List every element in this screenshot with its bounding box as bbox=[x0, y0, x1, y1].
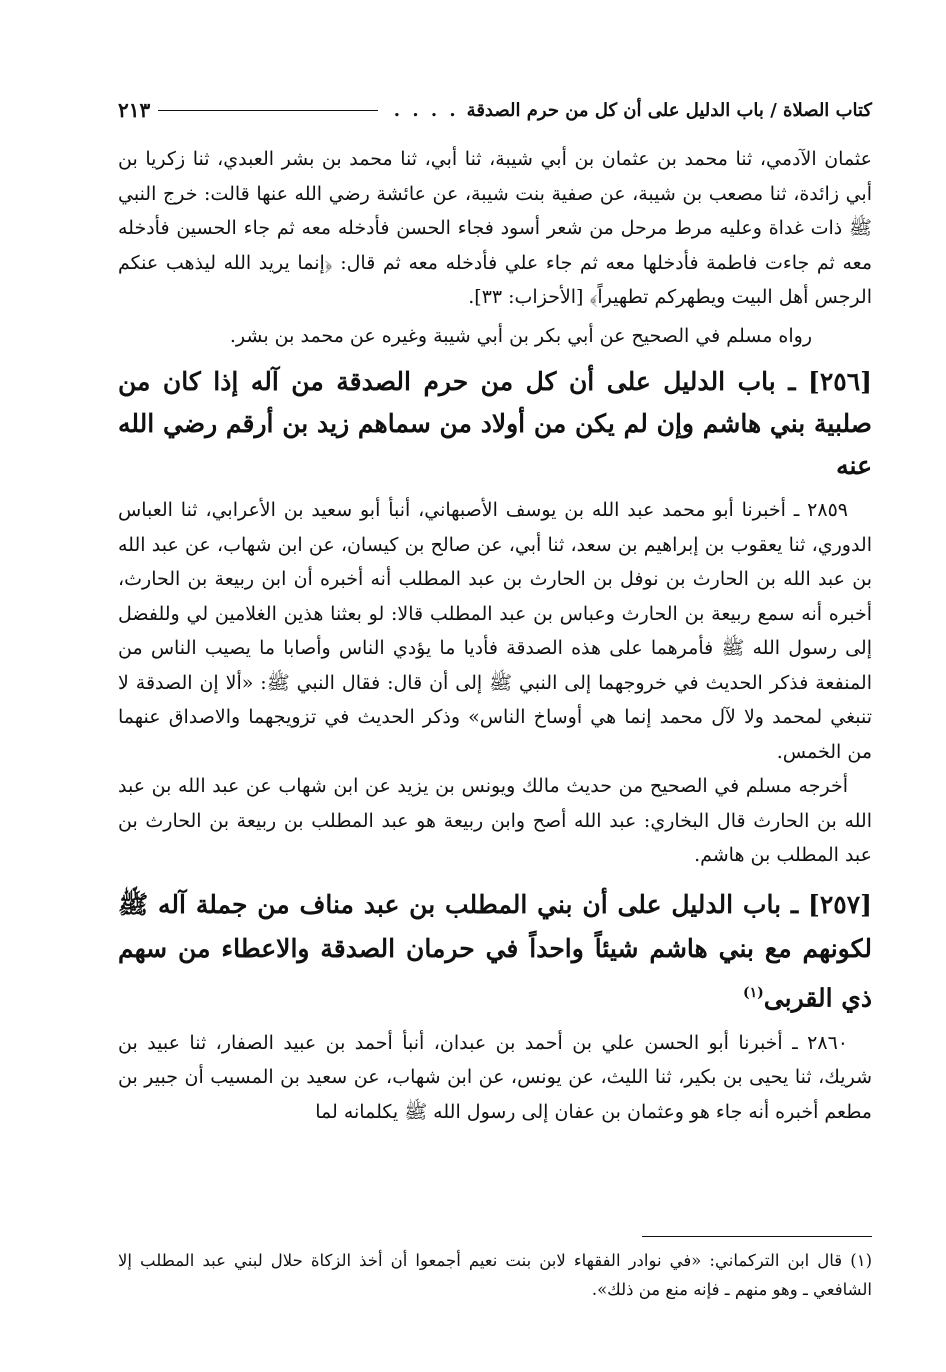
footnote-separator bbox=[642, 1236, 872, 1237]
hadith-2859: ٢٨٥٩ ـ أخبرنا أبو محمد عبد الله بن يوسف الأصبهاني، أنبأ أبو سعيد بن الأعرابي، ثنا العباس الدوري، ثنا يعقوب بن إبراهيم بن سعد، ثنا أبي، عن صالح بن كيسان، عن ابن شهاب، عن عبد الله بن عبد الله بن الحارث بن نوفل بن الحارث بن عبد المطلب أنه أخبره أن ابن ربيعة بن الحارث، أخبره أنه سمع ربيعة بن الحارث وعباس بن عبد المطلب قالا: لو بعثنا هذين الغلامين لي وللفضل إلى رسول الله ﷺ فأمرهما على هذه الصدقة فأديا ما يؤدي الناس وأصابا ما يصيب الناس من المنفعة فذكر الحديث في خروجهما إلى النبي ﷺ إلى أن قال: فقال النبي ﷺ: «ألا إن الصدقة لا تنبغي لمحمد ولا لآل محمد إنما هي أوساخ الناس» وذكر الحديث في تزويجهما والاصداق عنهما من الخمس. bbox=[118, 499, 872, 763]
takhrij-note-2859: أخرجه مسلم في الصحيح من حديث مالك ويونس بن يزيد عن ابن شهاب عن عبد الله بن عبد الله بن الحارث قال البخاري: عبد الله أصح وابن ربيعة هو عبد المطلب بن ربيعة بن الحارث بن عبد المطلب بن هاشم. bbox=[118, 775, 872, 866]
header-title: كتاب الصلاة / باب الدليل على أن كل من حرم الصدقة bbox=[466, 99, 872, 121]
takhrij-note-muslim: رواه مسلم في الصحيح عن أبي بكر بن أبي شيبة وغيره عن محمد بن بشر. bbox=[229, 324, 812, 347]
hadith-continuation-paragraph: عثمان الآدمي، ثنا محمد بن عثمان بن أبي شيبة، ثنا أبي، ثنا محمد بن بشر العبدي، ثنا زكريا بن أبي زائدة، ثنا مصعب بن شيبة، عن صفية بنت شيبة، عن عائشة رضي الله عنها قالت: خرج النبي ﷺ ذات غداة وعليه مرط مرحل من شعر أسود فجاء الحسن فأدخله معه ثم جاء الحسين فأدخله معه ثم جاءت فاطمة فأدخلها معه ثم جاء علي فأدخله معه ثم قال: ﴿إنما يريد الله ليذهب عنكم الرجس أهل البيت ويطهركم تطهيراً﴾ [الأحزاب: ٣٣]. bbox=[118, 148, 872, 308]
footnote-1: (١) قال ابن التركماني: «في نوادر الفقهاء لابن بنت نعيم أجمعوا أن أخذ الزكاة حلال لبني عبد المطلب إلا الشافعي ـ وهو منهم ـ فإنه منع من ذلك». bbox=[118, 1251, 872, 1299]
chapter-257-text: [٢٥٧] ـ باب الدليل على أن بني المطلب بن عبد مناف من جملة آله ﷺ لكونهم مع بني هاشم شيئاً واحداً في حرمان الصدقة والاعطاء من سهم ذي القربى bbox=[118, 889, 872, 1012]
page-number: ٢١٣ bbox=[118, 98, 151, 122]
chapter-heading-256: [٢٥٦] ـ باب الدليل على أن كل من حرم الصدقة من آله إذا كان من صلبية بني هاشم وإن لم يكن من أولاد من سماهم زيد بن أرقم رضي الله عنه bbox=[118, 367, 872, 480]
hadith-2860: ٢٨٦٠ ـ أخبرنا أبو الحسن علي بن أحمد بن عبدان، أنبأ أحمد بن عبيد الصفار، ثنا عبيد بن شريك، ثنا يحيى بن بكير، ثنا الليث، عن يونس، عن ابن شهاب، عن سعيد بن المسيب أن جبير بن مطعم أخبره أنه جاء هو وعثمان بن عفان إلى رسول الله ﷺ يكلمانه لما bbox=[118, 1031, 872, 1123]
header-rule bbox=[158, 110, 378, 111]
book-page bbox=[118, 92, 872, 1299]
header-ellipsis: . . . . bbox=[393, 99, 459, 121]
footnote-ref-1: (١) bbox=[743, 984, 764, 1001]
chapter-heading-257 bbox=[118, 883, 872, 1020]
running-header bbox=[118, 92, 872, 128]
